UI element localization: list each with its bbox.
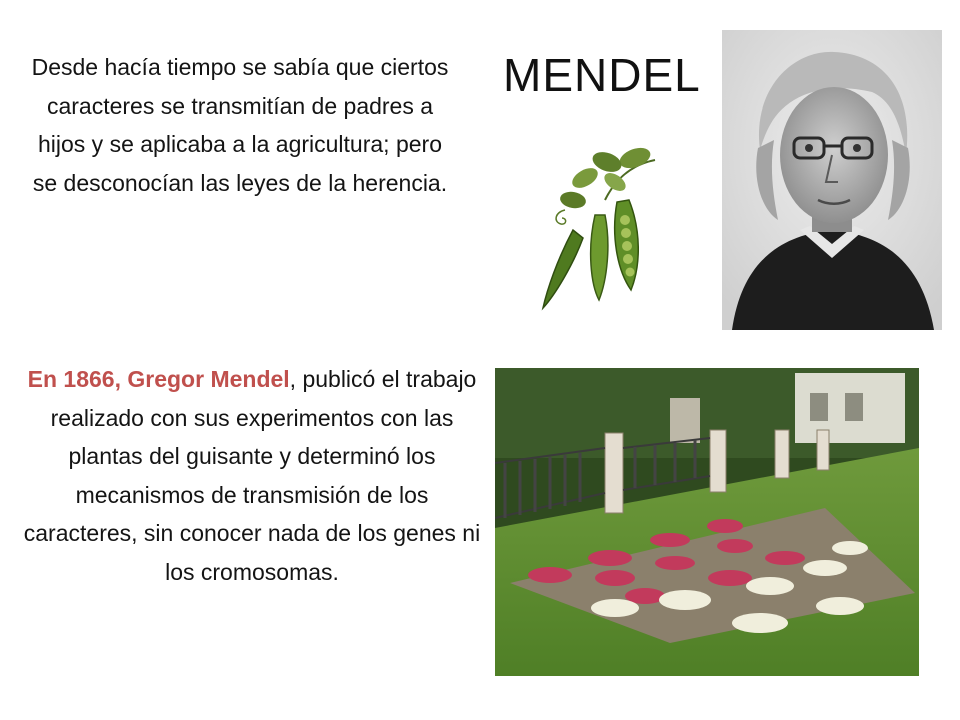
body-text: , publicó el trabajo realizado con sus experimentos con las plantas del guisante y determinó los mecanismos de transmisión de los caracteres, sin conocer nada de los genes ni los cromosomas. [23,366,481,585]
mendel-portrait-image [722,30,942,330]
body-paragraph [22,360,482,591]
body-highlight: En 1866, Gregor Mendel [27,366,290,392]
slide-title: MENDEL [503,49,701,101]
intro-text: Desde hacía tiempo se sabía que ciertos caracteres se transmitían de padres a hijos y se aplicaba a la agricultura; pero se desconocían las leyes de la herencia. [31,54,449,196]
pea-pods-image [535,140,665,315]
intro-paragraph [30,48,450,202]
mendel-garden-image [495,368,919,676]
